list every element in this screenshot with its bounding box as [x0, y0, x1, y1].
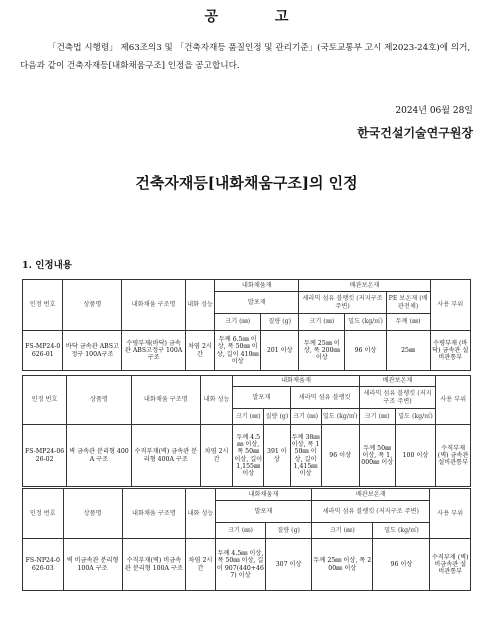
header-performance: 내화 성능 — [200, 376, 232, 425]
cell-use: 수직부재 (벽) 비금속관 설비관통부 — [430, 539, 471, 591]
header-fill-material: 내화채움재 — [215, 489, 311, 501]
header-pipe-insulation: 배관보온재 — [359, 376, 435, 387]
table-row — [23, 425, 471, 487]
cell-foam-mass: 391 이상 — [264, 425, 290, 487]
cell-structure: 수직부재(벽) 비금속관 분리형 100A 구조 — [122, 539, 186, 591]
issuing-organization: 한국건설기술연구원장 — [357, 126, 473, 140]
header-no: 인정 번호 — [23, 376, 67, 425]
header-size: 크기 (㎜) — [215, 314, 261, 331]
cell-product: 바닥 금속관 ABS고정구 100A구조 — [63, 331, 122, 371]
cell-ceramic-size: 두께 25㎜ 이상, 폭 200㎜ 이상 — [299, 331, 345, 371]
header-structure: 내화채움 구조명 — [131, 376, 200, 425]
cell-use: 수직부재 (벽) 금속관 설비관통부 — [436, 425, 471, 487]
notice-body: 「건축법 시행령」 제63조의3 및 「건축자재등 품질인정 및 관리기준」(국토교통부 고시 제2023-24호)에 의거, 다음과 같이 건축자재등[내화채움구조] 인정을 공고합니다. — [20, 43, 471, 71]
header-structure: 내화채움 구조명 — [122, 489, 186, 539]
header-structure: 내화채움 구조명 — [122, 280, 185, 331]
header-performance: 내화 성능 — [186, 489, 216, 539]
header-density: 밀도 (kg/㎥) — [345, 314, 387, 331]
table-row — [23, 539, 471, 591]
cell-use: 수평부재 (바닥) 금속관 설비관통부 — [430, 331, 471, 371]
cell-foam-mass: 201 이상 — [261, 331, 299, 371]
header-foam: 발포재 — [233, 387, 290, 409]
cell-approval-no: FS-NP24-0626-03 — [23, 539, 64, 591]
header-use: 사용 부위 — [430, 489, 471, 539]
header-mass: 질량 (g) — [261, 314, 299, 331]
header-use: 사용 부위 — [436, 376, 471, 425]
cell-pe-thickness: 25㎜ — [386, 331, 430, 371]
cell-foam-mass: 307 이상 — [266, 539, 312, 591]
cell-product: 벽 비금속관 분리형 100A 구조 — [63, 539, 122, 591]
header-pe: PE 보온재 (배관전체) — [386, 292, 430, 314]
cell-foam-size: 두께 4.5㎜ 이상, 폭 50㎜ 이상, 길이 907(440+467) 이상 — [215, 539, 265, 591]
cell-performance: 차염 2시간 — [185, 331, 214, 371]
header-ceramic: 세라믹 섬유 블랭킷 — [290, 387, 359, 409]
header-foam: 발포재 — [215, 501, 311, 523]
header-size: 크기 (㎜) — [215, 523, 265, 539]
header-density: 밀도 (kg/㎥) — [373, 523, 430, 539]
notice-title: 공 고 — [204, 9, 315, 25]
header-performance: 내화 성능 — [185, 280, 214, 331]
cell-foam-size: 두께 4.5㎜ 이상, 폭 50㎜ 이상, 길이 1,155㎜ 이상 — [233, 425, 264, 487]
header-mass: 질량 (g) — [266, 523, 312, 539]
cell-ceramic-density: 96 이상 — [373, 539, 430, 591]
header-density: 밀도 (kg/㎥) — [321, 409, 359, 425]
cell-foam-size: 두께 6.5㎜ 이상, 폭 50㎜ 이상, 길이 410㎜ 이상 — [215, 331, 261, 371]
header-mass: 질량 (g) — [264, 409, 290, 425]
header-size: 크기 (㎜) — [233, 409, 264, 425]
header-thickness: 두께 (㎜) — [386, 314, 430, 331]
header-use: 사용 부위 — [430, 280, 471, 331]
approval-table-1 — [22, 279, 471, 371]
header-size: 크기 (㎜) — [290, 409, 321, 425]
approval-table-2 — [22, 375, 471, 487]
header-product: 상품명 — [67, 376, 132, 425]
header-no: 인정 번호 — [23, 280, 63, 331]
header-pipe-insulation: 배관보온재 — [312, 489, 430, 501]
approval-table-3 — [22, 488, 471, 591]
header-fill-material: 내화채움재 — [215, 280, 299, 292]
header-size: 크기 (㎜) — [299, 314, 345, 331]
cell-ceramic-density: 96 이상 — [321, 425, 359, 487]
cell-performance: 차염 2시간 — [186, 539, 216, 591]
cell-approval-no: FS-MP24-0626-01 — [23, 331, 63, 371]
notice-date: 2024년 06월 28일 — [395, 106, 473, 116]
header-pipe-insulation: 배관보온재 — [299, 280, 430, 292]
header-product: 상품명 — [63, 489, 122, 539]
header-ceramic: 세라믹 섬유 블랭킷 (저지구조 주변) — [299, 292, 386, 314]
cell-ceramic-size: 두께 25㎜ 이상, 폭 200㎜ 이상 — [312, 539, 373, 591]
header-foam: 발포재 — [215, 292, 299, 314]
header-ceramic: 세라믹 섬유 블랭킷 (저지구조 주변) — [312, 501, 430, 523]
header-size: 크기 (㎜) — [312, 523, 373, 539]
header-ceramic-around: 세라믹 섬유 블랭킷 (저지구조 주변) — [359, 387, 435, 409]
cell-ceramic-density: 96 이상 — [345, 331, 387, 371]
section-title: 1. 인정내용 — [22, 260, 72, 271]
header-size: 크기 (㎜) — [359, 409, 395, 425]
cell-structure: 수직부재(벽) 금속관 분리형 400A 구조 — [131, 425, 200, 487]
cell-ceramic2-density: 100 이상 — [395, 425, 436, 487]
document-heading: 건축자재등[내화채움구조]의 인정 — [135, 174, 358, 192]
table-row — [23, 331, 471, 371]
cell-product: 벽 금속관 분리형 400A 구조 — [67, 425, 132, 487]
cell-ceramic2-size: 두께 50㎜ 이상, 폭 1,000㎜ 이상 — [359, 425, 395, 487]
cell-ceramic-size: 두께 38㎜ 이상, 폭 150㎜ 이상, 길이 1,415㎜ 이상 — [290, 425, 321, 487]
header-no: 인정 번호 — [23, 489, 64, 539]
header-density: 밀도 (kg/㎥) — [395, 409, 436, 425]
cell-approval-no: FS-MP24-0626-02 — [23, 425, 67, 487]
cell-structure: 수평부재(바닥) 금속관 ABS고정구 100A구조 — [122, 331, 185, 371]
header-fill-material: 내화채움재 — [233, 376, 360, 387]
header-product: 상품명 — [63, 280, 122, 331]
cell-performance: 차염 2시간 — [200, 425, 232, 487]
